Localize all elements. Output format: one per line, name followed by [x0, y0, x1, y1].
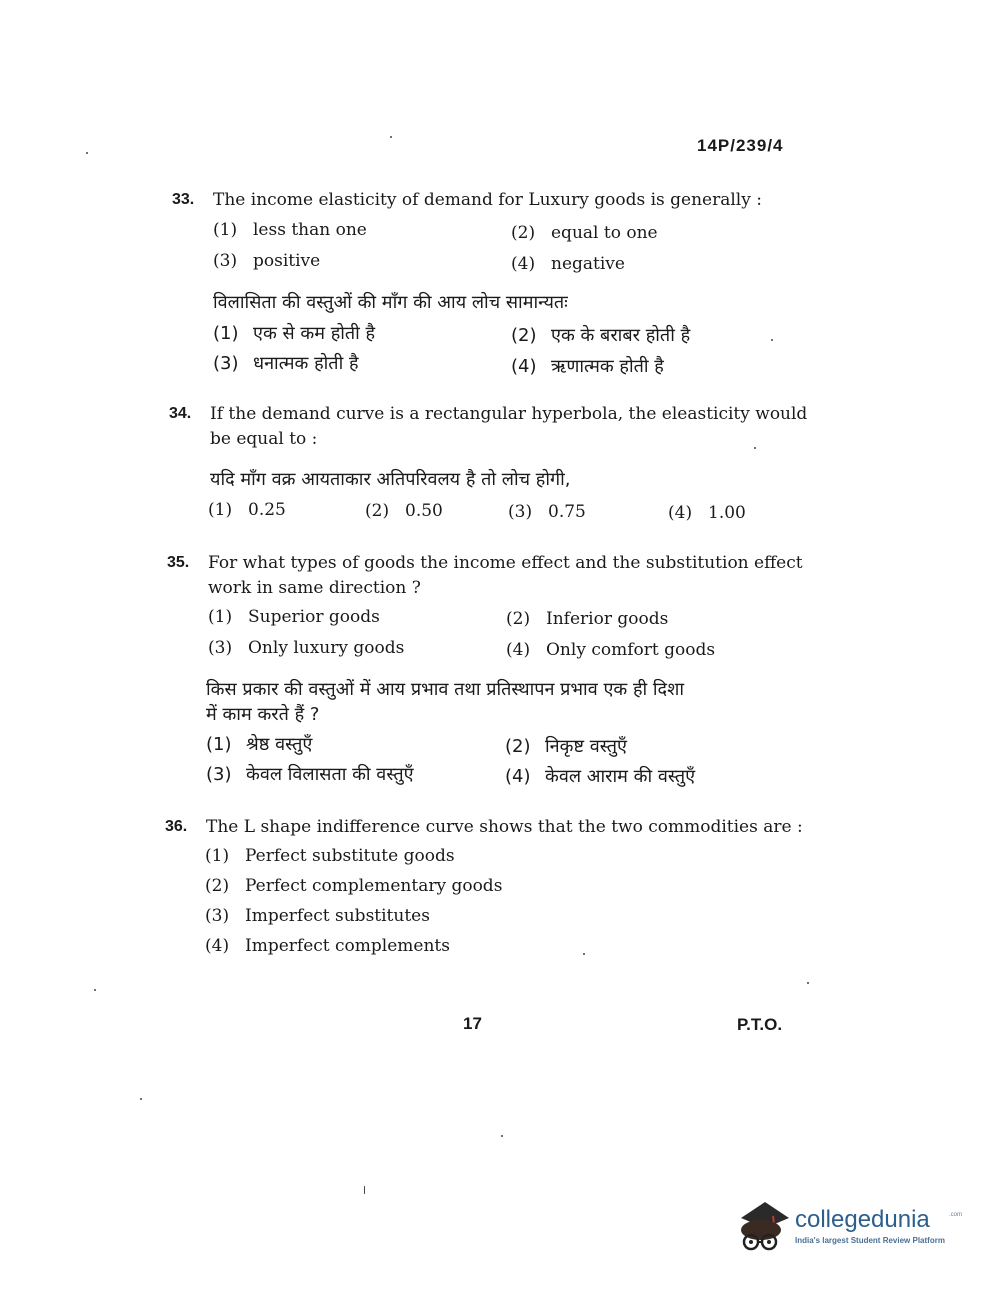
scan-speck [364, 1186, 365, 1194]
option-number: (2) [511, 223, 536, 243]
option-text: negative [551, 254, 625, 274]
option-number: (4) [511, 356, 537, 377]
q35-hindi-option-4 [505, 764, 695, 788]
option-text: less than one [253, 220, 367, 240]
option-text: 0.50 [405, 501, 443, 521]
q36-option-3 [205, 906, 430, 926]
option-text: equal to one [551, 223, 658, 243]
scan-speck [140, 1098, 142, 1100]
option-number: (4) [511, 254, 536, 274]
question-35-number: 35. [167, 554, 190, 571]
q34-option-1 [208, 500, 286, 520]
scan-speck [390, 136, 392, 138]
q34-option-3 [508, 502, 586, 522]
scan-speck [771, 339, 773, 341]
option-number: (1) [206, 734, 232, 755]
brand-suffix: .com [949, 1212, 963, 1218]
q33-hindi-text: विलासिता की वस्तुओं की माँग की आय लोच सामान्यतः [213, 292, 568, 313]
scan-speck [583, 953, 585, 955]
option-text: Only comfort goods [546, 640, 716, 660]
option-number: (3) [508, 502, 533, 522]
q35-option-4 [506, 640, 715, 660]
option-number: (4) [205, 936, 230, 956]
option-text: Perfect complementary goods [245, 876, 503, 896]
option-text: निकृष्ट वस्तुएँ [545, 736, 627, 757]
q36-option-2 [205, 876, 502, 896]
option-number: (1) [213, 220, 238, 240]
option-number: (1) [213, 323, 239, 344]
option-number: (3) [206, 764, 232, 785]
q36-option-4 [205, 936, 450, 956]
option-text: 0.25 [248, 500, 286, 520]
question-35-text-line-1: For what types of goods the income effect and the substitution effect [208, 553, 803, 573]
scan-speck [754, 447, 756, 449]
collegedunia-watermark [735, 1196, 965, 1266]
q34-hindi-text: यदि माँग वक्र आयताकार अतिपरिवलय है तो लोच होगी, [210, 469, 571, 490]
pto-label: P.T.O. [737, 1015, 783, 1034]
option-text: positive [253, 251, 321, 271]
page-number: 17 [463, 1014, 482, 1033]
option-number: (3) [208, 638, 233, 658]
question-35-text-line-2: work in same direction ? [208, 578, 421, 598]
question-34-text-line-2: be equal to : [210, 429, 318, 449]
option-number: (2) [205, 876, 230, 896]
option-text: ऋणात्मक होती है [551, 356, 664, 377]
brand-name: collegedunia [795, 1206, 930, 1233]
option-number: (4) [505, 766, 531, 787]
q33-hindi-option-4 [511, 354, 664, 378]
q35-hindi-option-1 [206, 732, 312, 756]
option-number: (1) [205, 846, 230, 866]
q35-hindi-text-line-1: किस प्रकार की वस्तुओं में आय प्रभाव तथा प्रतिस्थापन प्रभाव एक ही दिशा [206, 679, 685, 700]
paper-code: 14P/239/4 [697, 136, 784, 155]
option-text: Only luxury goods [248, 638, 405, 658]
option-text: Imperfect substitutes [245, 906, 430, 926]
q36-option-1 [205, 846, 455, 866]
question-36-number: 36. [165, 818, 188, 835]
question-34-text-line-1: If the demand curve is a rectangular hyperbola, the eleasticity would [210, 404, 808, 424]
q35-hindi-option-3 [206, 762, 414, 786]
option-text: एक से कम होती है [253, 323, 376, 344]
option-number: (1) [208, 500, 233, 520]
option-text: केवल विलासता की वस्तुएँ [246, 764, 414, 785]
brand-tagline: India's largest Student Review Platform [795, 1236, 945, 1245]
option-text: 1.00 [708, 503, 746, 523]
option-number: (2) [506, 609, 531, 629]
option-number: (2) [505, 736, 531, 757]
option-number: (2) [511, 325, 537, 346]
question-33-number: 33. [172, 191, 195, 208]
option-text: एक के बराबर होती है [551, 325, 691, 346]
q33-option-4 [511, 254, 625, 274]
option-text: Perfect substitute goods [245, 846, 455, 866]
option-text: Imperfect complements [245, 936, 450, 956]
q34-option-4 [668, 503, 746, 523]
option-number: (3) [205, 906, 230, 926]
scan-speck [86, 152, 88, 154]
question-34-number: 34. [169, 405, 192, 422]
q35-option-2 [506, 609, 668, 629]
option-number: (2) [365, 501, 390, 521]
q33-option-1 [213, 220, 367, 240]
q35-option-3 [208, 638, 404, 658]
option-text: 0.75 [548, 502, 586, 522]
option-text: श्रेष्ठ वस्तुएँ [246, 734, 313, 755]
option-number: (4) [506, 640, 531, 660]
q33-option-2 [511, 223, 658, 243]
q35-hindi-option-2 [505, 734, 627, 758]
option-text: धनात्मक होती है [253, 353, 359, 374]
question-36-text: The L shape indifference curve shows that the two commodities are : [206, 817, 803, 837]
option-text: केवल आराम की वस्तुएँ [545, 766, 696, 787]
option-text: Inferior goods [546, 609, 669, 629]
question-33-text: The income elasticity of demand for Luxury goods is generally : [213, 190, 762, 210]
q33-option-3 [213, 251, 320, 271]
option-number: (1) [208, 607, 233, 627]
option-number: (3) [213, 251, 238, 271]
option-text: Superior goods [248, 607, 380, 627]
scan-speck [501, 1135, 503, 1137]
q33-hindi-option-1 [213, 321, 375, 345]
scan-speck [94, 989, 96, 991]
scan-speck [807, 982, 809, 984]
q35-hindi-text-line-2: में काम करते हैं ? [206, 704, 320, 725]
option-number: (4) [668, 503, 693, 523]
q33-hindi-option-3 [213, 351, 359, 375]
option-number: (3) [213, 353, 239, 374]
q34-option-2 [365, 501, 443, 521]
mascot-icon [735, 1196, 793, 1258]
q35-option-1 [208, 607, 380, 627]
q33-hindi-option-2 [511, 323, 690, 347]
